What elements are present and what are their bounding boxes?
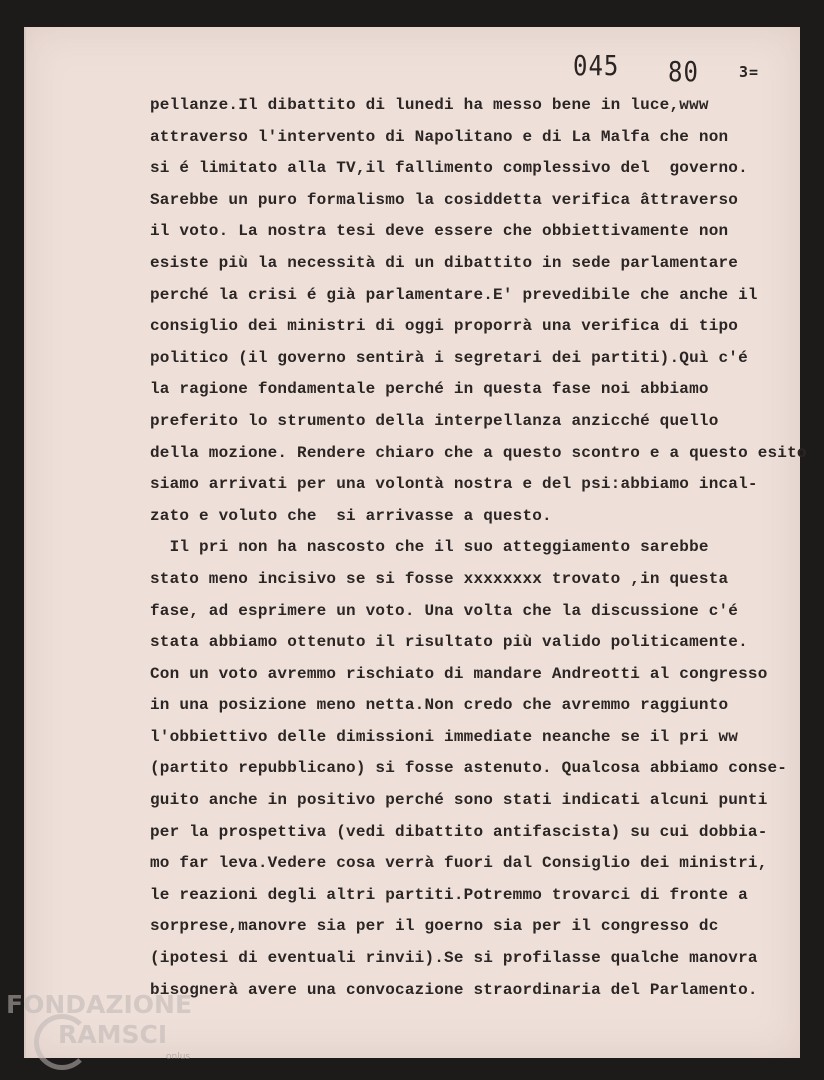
text-line: in una posizione meno netta.Non credo che avremmo raggiunto [150, 696, 729, 715]
watermark-onlus: onlus [166, 1052, 191, 1062]
text-line: Sarebbe un puro formalismo la cosiddetta verifica âttraverso [150, 190, 739, 209]
text-line: il voto. La nostra tesi deve essere che obbiettivamente non [150, 222, 729, 241]
text-line: si é limitato alla TV,il fallimento complessivo del governo. [150, 159, 748, 178]
text-line: le reazioni degli altri partiti.Potremmo trovarci di fronte a [150, 885, 748, 904]
text-line: siamo arrivati per una volontà nostra e del psi:abbiamo incal- [150, 475, 758, 494]
text-line: (ipotesi di eventuali rinvii).Se si profilasse qualche manovra [150, 949, 758, 968]
text-line: mo far leva.Vedere cosa verrà fuori dal Consiglio dei ministri, [150, 854, 768, 873]
typewritten-body [150, 90, 810, 1006]
fondazione-gramsci-watermark [6, 990, 206, 1076]
text-line: attraverso l'intervento di Napolitano e di La Malfa che non [150, 127, 729, 146]
text-line: stato meno incisivo se si fosse xxxxxxxx trovato ,in questa [150, 569, 729, 588]
text-line: Con un voto avremmo rischiato di mandare Andreotti al congresso [150, 664, 768, 683]
text-line: Il pri non ha nascosto che il suo atteggiamento sarebbe [150, 538, 709, 557]
watermark-subtitle: RAMSCI [58, 1020, 168, 1049]
text-line: la ragione fondamentale perché in questa fase noi abbiamo [150, 380, 709, 399]
text-line: per la prospettiva (vedi dibattito antifascista) su cui dobbia- [150, 822, 768, 841]
text-line: politico (il governo sentirà i segretari dei partiti).Quì c'é [150, 348, 748, 367]
text-line: guito anche in positivo perché sono stati indicati alcuni punti [150, 791, 768, 810]
text-line: della mozione. Rendere chiaro che a questo scontro e a questo esito [150, 443, 807, 462]
text-line: esiste più la necessità di un dibattito in sede parlamentare [150, 253, 739, 272]
page-edge [24, 27, 26, 1058]
document-number: 045 [573, 49, 620, 83]
watermark-title: FONDAZIONE [6, 990, 193, 1019]
text-line: bisognerà avere una convocazione straordinaria del Parlamento. [150, 980, 758, 999]
text-line: pellanze.Il dibattito di lunedi ha messo bene in luce,www [150, 96, 709, 114]
document-year: 80 [668, 55, 699, 89]
text-line: consiglio dei ministri di oggi proporrà una verifica di tipo [150, 317, 739, 336]
text-line: zato e voluto che si arrivasse a questo. [150, 506, 552, 525]
text-line: fase, ad esprimere un voto. Una volta che la discussione c'é [150, 601, 739, 620]
text-line: sorprese,manovre sia per il goerno sia per il congresso dc [150, 917, 719, 936]
text-line: stata abbiamo ottenuto il risultato più valido politicamente. [150, 633, 748, 652]
text-line: perché la crisi é già parlamentare.E' prevedibile che anche il [150, 285, 758, 304]
text-line: l'obbiettivo delle dimissioni immediate neanche se il pri ww [150, 727, 739, 746]
text-line: preferito lo strumento della interpellanza anzicché quello [150, 411, 719, 430]
text-line: (partito repubblicano) si fosse astenuto. Qualcosa abbiamo conse- [150, 759, 788, 778]
page-marker: 3= [739, 63, 760, 81]
